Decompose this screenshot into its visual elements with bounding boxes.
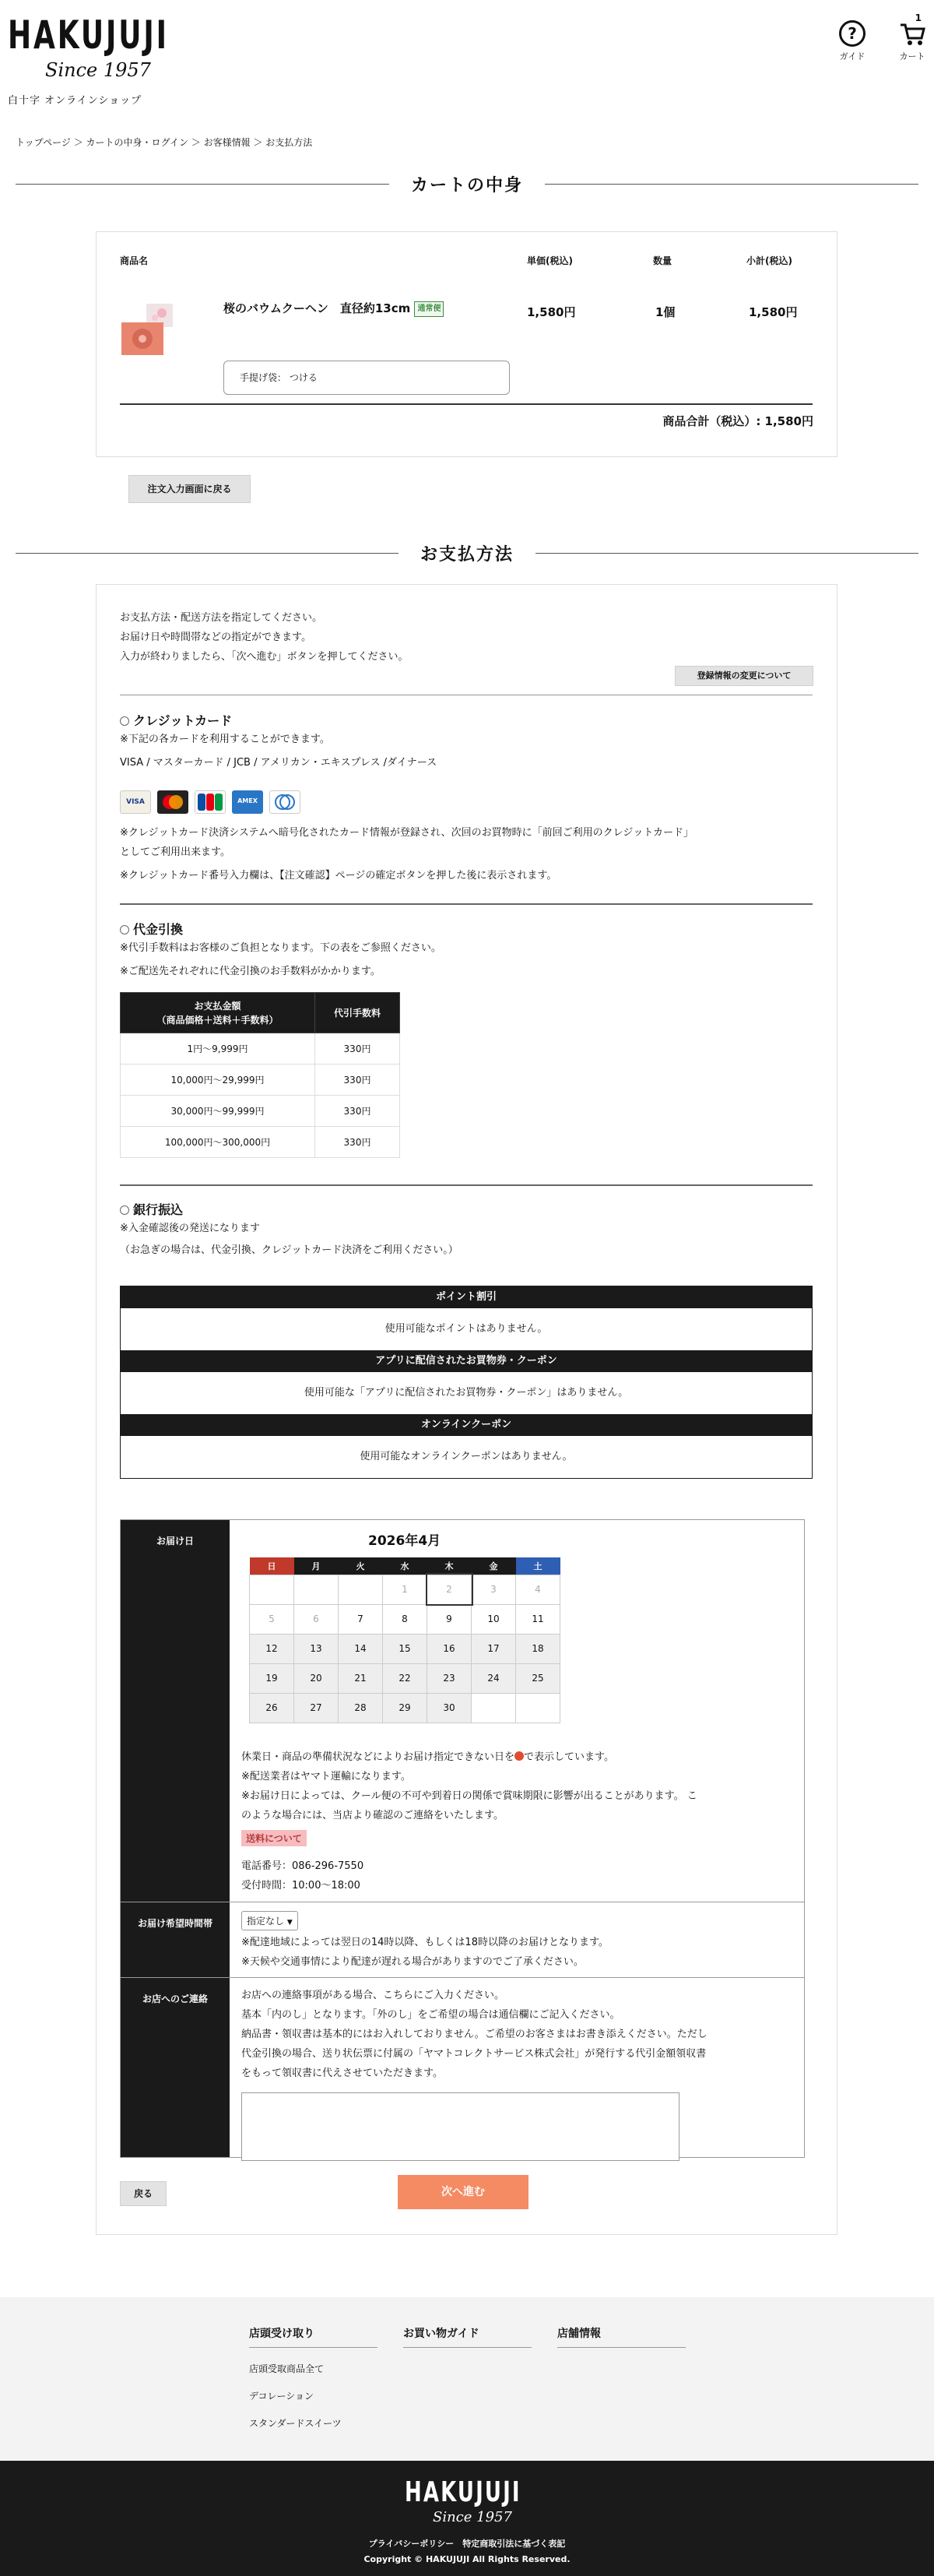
calendar-day[interactable]: 7 xyxy=(339,1604,383,1634)
coupon-panel xyxy=(120,1286,813,1479)
calendar-empty-cell xyxy=(250,1575,294,1604)
bank-note: （お急ぎの場合は、代金引換、クレジットカード決済をご利用ください。） xyxy=(120,1244,458,1256)
footer-col-stores xyxy=(557,2325,686,2348)
calendar-day[interactable]: 26 xyxy=(250,1693,294,1723)
unavailable-marker-icon xyxy=(514,1751,524,1761)
footer-bottom xyxy=(0,2461,934,2576)
cod-fee-table xyxy=(120,992,400,1158)
footer-link[interactable]: デコレーション xyxy=(249,2391,314,2402)
calendar-day[interactable]: 24 xyxy=(472,1663,516,1693)
guide-label: ガイド xyxy=(839,51,866,62)
contact-textarea[interactable] xyxy=(241,2092,679,2161)
item-price: 1,580円 xyxy=(527,305,576,319)
calendar-weekday: 火 xyxy=(339,1557,383,1575)
delivery-notes xyxy=(241,1747,798,1825)
cart-link[interactable] xyxy=(889,12,934,62)
calendar-weekday: 日 xyxy=(250,1557,294,1575)
contact-note: をもって領収書に代えさせていただきます。 xyxy=(241,2067,443,2079)
cod-note: ※代引手数料はお客様のご負担となります。下の表をご参照ください。 xyxy=(120,942,441,954)
calendar-empty-cell xyxy=(516,1693,560,1723)
cart-count: 1 xyxy=(915,12,922,23)
credit-note-line: とし​てご利用出来ます。 xyxy=(120,846,230,858)
cod-radio[interactable] xyxy=(120,925,129,934)
table-row xyxy=(121,1096,400,1127)
col-subtotal: 小計(税込) xyxy=(746,255,792,266)
calendar-day[interactable]: 8 xyxy=(383,1604,427,1634)
logo-since: Since 1957 xyxy=(45,59,151,81)
delivery-note: ※お届け日によっては、クール便の不可や到着日の関係で賞味期限に影響が出ることがあります。 こ xyxy=(241,1790,697,1802)
calendar-day[interactable]: 10 xyxy=(472,1604,516,1634)
calendar-title: 2026年4月 xyxy=(368,1533,441,1549)
visa-icon: VISA xyxy=(120,790,151,814)
delivery-note: ※配送業者はヤマト運輸になります。 xyxy=(241,1771,411,1782)
credit-note-line: ※クレジットカード番号入力欄は、【注文確認】ページの確定ボタンを押した後に表示されます。 xyxy=(120,870,557,882)
footer-logo-since: Since 1957 xyxy=(433,2509,512,2525)
diners-icon xyxy=(269,790,300,814)
intro-line: お届け日や時間帯などの指定ができます。 xyxy=(120,632,311,643)
credit-title: クレジットカード xyxy=(133,713,233,728)
payment-heading-title: お支払方法 xyxy=(420,544,514,565)
calendar-weekday: 木 xyxy=(427,1557,472,1575)
contact-note: 基本「内のし」となります。「外のし」をご希望の場合は通信欄にご記入ください。 xyxy=(241,2009,620,2021)
phone xyxy=(241,1856,363,1895)
footer-col-title[interactable]: お買い物ガイド xyxy=(403,2325,532,2348)
points-body: 使用可能なポイントはありません。 xyxy=(384,1323,548,1335)
bank-radio[interactable] xyxy=(120,1205,129,1215)
delivery-date-label: お届け日 xyxy=(121,1520,230,1902)
help-icon: ? xyxy=(839,20,866,47)
app-coupon-heading: アプリに配信されたお買物券・クーポン xyxy=(121,1350,812,1372)
cart-icon xyxy=(898,12,926,47)
online-coupon-body: 使用可能なオンラインクーポンはありません。 xyxy=(360,1451,573,1462)
next-button[interactable]: 次へ進む xyxy=(398,2175,528,2209)
phone-number: 電話番号：086-296-7550 xyxy=(241,1860,364,1872)
calendar-day[interactable]: 16 xyxy=(427,1634,472,1663)
contact-notes xyxy=(241,1986,798,2083)
calendar-day: 4 xyxy=(516,1575,560,1604)
divider xyxy=(120,1184,813,1186)
footer-link[interactable]: スタンダードスイーツ xyxy=(249,2418,342,2429)
fee-header-line: お支払金額 xyxy=(194,1000,241,1012)
cod-title: 代金引換 xyxy=(133,922,184,937)
fee-header-amount xyxy=(121,993,315,1033)
bank-note: ※入金確認後の発送になります xyxy=(120,1223,260,1234)
delivery-note: のような場合には、当店より確認のご連絡をいたします。 xyxy=(241,1810,504,1821)
fee-value: 330円 xyxy=(315,1033,400,1065)
credit-radio[interactable] xyxy=(120,716,129,726)
footer-col-store-pickup xyxy=(249,2325,377,2430)
payment-intro xyxy=(120,608,409,667)
item-subtotal: 1,580円 xyxy=(749,305,798,319)
calendar-day[interactable]: 11 xyxy=(516,1604,560,1634)
calendar-day[interactable]: 18 xyxy=(516,1634,560,1663)
divider xyxy=(120,903,813,905)
business-hours: 受付時間：10:00～18:00 xyxy=(241,1880,360,1892)
calendar-week xyxy=(250,1604,560,1634)
calendar-day[interactable]: 20 xyxy=(294,1663,339,1693)
intro-line: 入力が終わりましたら、「次へ進む」ボタンを押してください。 xyxy=(120,651,409,663)
calendar-weekday: 土 xyxy=(516,1557,560,1575)
product-thumbnail xyxy=(120,301,176,357)
calendar-week xyxy=(250,1634,560,1663)
calendar-day[interactable]: 27 xyxy=(294,1693,339,1723)
app-coupon-body: 使用可能な「アプリに配信されたお買物券・クーポン」はありません。 xyxy=(304,1387,629,1399)
payment-heading xyxy=(16,539,918,567)
product-name-text: 桜のバウムクーヘン 直径約13cm xyxy=(223,301,411,315)
table-row xyxy=(121,1065,400,1096)
cart-total: 商品合計（税込）: 1,580円 xyxy=(662,414,813,428)
cart-heading-title: カートの中身 xyxy=(411,175,524,195)
contact-note: 納品書・領収書は基本的にはお入れしておりません。ご希望のお客さまはお書き添えください。ただし xyxy=(241,2029,708,2040)
calendar-week xyxy=(250,1663,560,1693)
cart-label: カート xyxy=(899,51,925,62)
delivery-time-select[interactable] xyxy=(241,1911,298,1930)
delivery-time-value: 指定なし xyxy=(247,1916,285,1927)
calendar-day[interactable]: 29 xyxy=(383,1693,427,1723)
footer-nav xyxy=(0,2297,934,2461)
bag-option[interactable]: 手提げ袋： つける xyxy=(223,361,510,395)
delivery-time-notes xyxy=(241,1933,609,1972)
footer-col-guide xyxy=(403,2325,532,2348)
fee-value: 330円 xyxy=(315,1096,400,1127)
fee-header-line: （商品価格＋送料＋手数料） xyxy=(156,1014,279,1026)
footer-col-title[interactable]: 店舗情報 xyxy=(557,2325,686,2348)
product-name[interactable] xyxy=(223,297,457,319)
cod-note: ※ご配送先それぞれに代金引換のお手数料がかかります。 xyxy=(120,966,381,977)
guide-link[interactable] xyxy=(829,20,876,62)
credit-option[interactable] xyxy=(120,711,232,729)
footer-links[interactable]: プライバシーポリシー 特定商取引法に基づく表記 xyxy=(368,2539,566,2549)
calendar-weekday: 水 xyxy=(383,1557,427,1575)
footer-logo[interactable]: HAKUJUJI xyxy=(405,2476,521,2508)
fee-range: 30,000円～99,999円 xyxy=(121,1096,315,1127)
calendar-day: 1 xyxy=(383,1575,427,1604)
item-qty: 1個 xyxy=(655,305,676,319)
delivery-note-text: で表示しています。 xyxy=(524,1751,614,1763)
calendar-empty-cell xyxy=(472,1693,516,1723)
calendar-day[interactable]: 22 xyxy=(383,1663,427,1693)
calendar-day: 6 xyxy=(294,1604,339,1634)
contact-note: お店への連絡事項がある場合、こちらにご入力ください。 xyxy=(241,1990,505,2001)
calendar-day[interactable]: 25 xyxy=(516,1663,560,1693)
table-row xyxy=(121,1033,400,1065)
calendar-day[interactable]: 21 xyxy=(339,1663,383,1693)
fee-value: 330円 xyxy=(315,1065,400,1096)
calendar-weekday: 金 xyxy=(472,1557,516,1575)
bank-option[interactable] xyxy=(120,1200,183,1218)
calendar-empty-cell xyxy=(339,1575,383,1604)
logo[interactable]: HAKUJUJI xyxy=(8,12,169,58)
cart-box xyxy=(96,231,837,457)
credit-note-line: ※クレジットカード決済システムへ暗号化されたカード情報が登録され、次回のお買物時に「前回ご利用のクレジットカード」 xyxy=(120,827,693,839)
calendar-day[interactable]: 23 xyxy=(427,1663,472,1693)
calendar-weekday: 月 xyxy=(294,1557,339,1575)
shipping-fee-link[interactable]: 送料について xyxy=(241,1830,307,1846)
delivery-calendar xyxy=(249,1557,560,1723)
calendar-week xyxy=(250,1693,560,1723)
fee-range: 100,000円～300,000円 xyxy=(121,1127,315,1158)
contact-label: お店へのご連絡 xyxy=(121,1978,230,2157)
back-button[interactable]: 戻る xyxy=(120,2181,167,2206)
bank-title: 銀行振込 xyxy=(133,1202,184,1217)
calendar-day: 2 xyxy=(427,1575,472,1604)
calendar-day[interactable]: 12 xyxy=(250,1634,294,1663)
calendar-day[interactable]: 28 xyxy=(339,1693,383,1723)
cart-heading xyxy=(16,170,918,198)
footer-col-title: 店頭受け取り xyxy=(249,2325,377,2348)
credit-brands: VISA / マスターカード / JCB / アメリカン・エキスプレス /ダイナース xyxy=(120,757,437,769)
payment-box xyxy=(96,584,837,2235)
intro-line: お支払方法・配送方法を指定してください。 xyxy=(120,612,323,624)
credit-note-2 xyxy=(120,823,813,885)
fee-header-fee: 代引手数料 xyxy=(315,993,400,1033)
calendar-day: 5 xyxy=(250,1604,294,1634)
calendar-day[interactable]: 14 xyxy=(339,1634,383,1663)
calendar-day[interactable]: 30 xyxy=(427,1693,472,1723)
divider xyxy=(120,403,813,405)
fee-range: 1円～9,999円 xyxy=(121,1033,315,1065)
footer-link[interactable]: 店頭受取商品全て xyxy=(249,2363,325,2374)
delivery-time-label: お届け希望時間帯 xyxy=(121,1902,230,1977)
calendar-day[interactable]: 17 xyxy=(472,1634,516,1663)
points-heading: ポイント割引 xyxy=(121,1286,812,1308)
calendar-day[interactable]: 13 xyxy=(294,1634,339,1663)
fee-range: 10,000円～29,999円 xyxy=(121,1065,315,1096)
calendar-day[interactable]: 15 xyxy=(383,1634,427,1663)
delivery-note-text: 休業日・商品の準備状況などによりお届け指定できない日を xyxy=(241,1751,515,1763)
calendar-day[interactable]: 9 xyxy=(427,1604,472,1634)
online-coupon-heading: オンラインクーポン xyxy=(121,1414,812,1436)
jcb-icon xyxy=(195,790,226,814)
shop-name: 白十字 オンラインショップ xyxy=(8,95,142,107)
col-name: 商品名 xyxy=(120,255,149,266)
delivery-time-note: ※配達地域によっては翌日の14時以降、もしくは18時以降のお届けとなります。 xyxy=(241,1937,609,1948)
calendar-week xyxy=(250,1575,560,1604)
col-qty: 数量 xyxy=(653,255,672,266)
change-registration-button[interactable]: 登録情報の変更について xyxy=(675,666,813,686)
contact-note: 代金引換の場合、送り状伝票に付属の「ヤマトコレクトサービス株式会社」が発行する代引金額領収書 xyxy=(241,2048,707,2060)
delivery-note xyxy=(241,1747,798,1767)
credit-note: ※下記の各カードを利用することができます。 xyxy=(120,734,330,745)
col-price: 単価(税込) xyxy=(527,255,573,266)
calendar-empty-cell xyxy=(294,1575,339,1604)
cod-option[interactable] xyxy=(120,920,183,938)
chevron-down-icon: ▼ xyxy=(286,1919,293,1927)
delivery-panel xyxy=(120,1519,805,2158)
delivery-type-badge: 通常便 xyxy=(414,301,444,317)
calendar-day[interactable]: 19 xyxy=(250,1663,294,1693)
back-to-order-button[interactable]: 注文入力画面に戻る xyxy=(128,475,251,503)
mastercard-icon xyxy=(157,790,188,814)
copyright: Copyright © HAKUJUJI All Rights Reserved. xyxy=(363,2554,571,2564)
table-row xyxy=(121,1127,400,1158)
amex-icon: AMEX xyxy=(232,790,263,814)
breadcrumb[interactable]: トップページ ＞ カートの中身・ログイン ＞ お客様情報 ＞ お支払方法 xyxy=(16,137,313,148)
fee-value: 330円 xyxy=(315,1127,400,1158)
calendar-day: 3 xyxy=(472,1575,516,1604)
delivery-time-note: ※天候や交通事情により配達が遅れる場合がありますのでご了承ください。 xyxy=(241,1956,584,1968)
